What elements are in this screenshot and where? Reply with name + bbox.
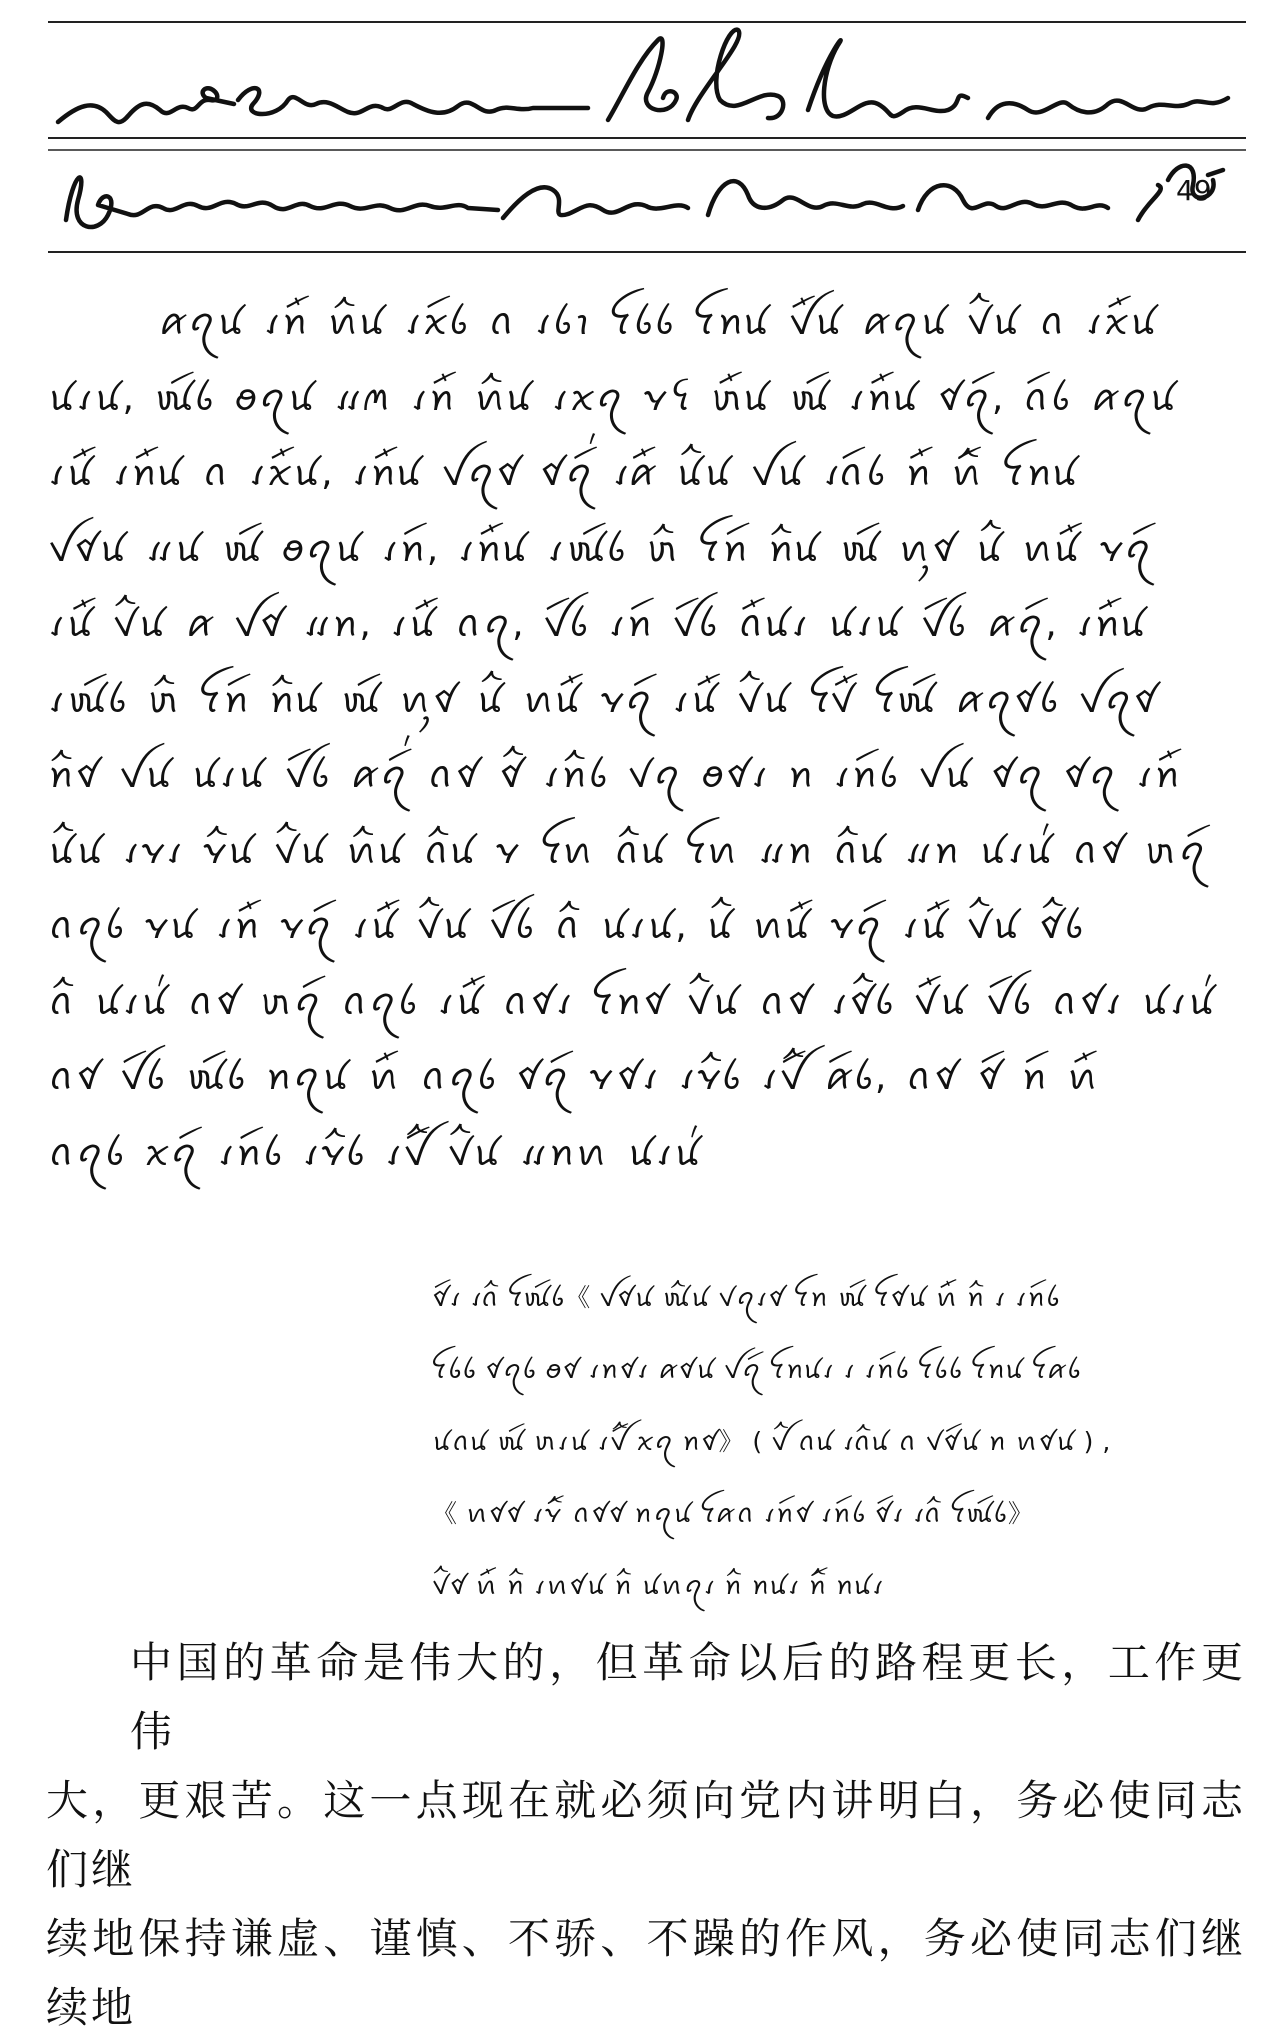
handwriting-mark: 49 xyxy=(1176,174,1212,207)
citation-line: ꪙꪒꪙ ꪘꪷ ꪬꪹꪙ ꪹꪜꪲꪷ ꪎꪖ ꪀꪥ》 ( ꪜꪲ ꪒꪙ ꪹꪒꪲꪙ ꪒ ꪚꪥꪷꪙ ꪀ ꪕꪥꪙ ) , xyxy=(432,1427,1111,1456)
script-line: ꪀꪲꪥ ꪜꪙ ꪙꪹꪙ ꪜꪷꪉ ꪁꪖꪷ꪿ ꪒꪥ ꪥꪲ ꪹꪀꪲꪉ ꪚꪖ ꪮꪥꪹ ꪀ ꪹꪀꪷꪉ ꪜꪙ ꪥꪖ ꪥꪖ ꪹꪀꪸ xyxy=(48,755,1182,796)
citation-line: ꪥꪷꪹ ꪹꪒꪲ ꪼꪘꪷꪉ《 ꪜꪥꪙ ꪘꪲꪙ ꪚꪖꪹꪥ ꪼꪀ ꪘꪷ ꪼꪥꪙ ꪕꪸꪷ ꪀꪲ ꪹ ꪹꪀꪷꪉ xyxy=(432,1283,1061,1312)
script-line: ꪙꪲꪙ ꪹꪩꪹ ꪩꪲꪙ ꪚꪲꪙ ꪕꪲꪙ ꪒꪲꪙ ꪩ ꪼꪕ ꪒꪲꪙ ꪼꪕ ꪵꪀ ꪒꪲꪙ ꪵꪀ ꪙꪹꪙ꪿ ꪒꪥ ꪬꪖꪷ xyxy=(48,830,1208,872)
script-line: ꪒꪲ ꪙꪹꪙ꪿ ꪒꪥ ꪬꪖꪷ ꪒꪖꪉ ꪹꪙꪸ ꪒꪥꪹ ꪼꪀꪥ ꪚꪲꪙ ꪒꪥ ꪹꪥꪲꪉ ꪚꪸꪙ ꪜꪷꪉ ꪒꪥꪹ ꪙꪹꪙ꪿ xyxy=(48,981,1217,1023)
handwriting-line-2 xyxy=(66,166,1223,227)
citation-line: 《 ꪕꪥꪥ ꪹꪩꪲꪷ ꪒꪥꪥ ꪀꪖꪙ ꪼꪁꪒ ꪹꪀꪷꪥ ꪹꪀꪷꪉ ꪥꪷꪹ ꪹꪒꪲ ꪼꪘꪷꪉ》 xyxy=(432,1499,1034,1528)
script-paragraph xyxy=(48,285,1243,1191)
script-line: ꪹꪘꪷꪉ ꪬꪲ ꪼꪀꪷ ꪀꪲꪙ ꪘꪷ ꪕꪴꪥ ꪙꪲ ꪕꪙꪸ ꪩꪖꪷ ꪹꪙꪸ ꪚꪲꪙ ꪼꪚꪸ ꪼꪘꪷ ꪁꪖꪥꪉ ꪜꪖꪥ xyxy=(48,679,1159,721)
script-line: ꪁꪖꪙ ꪹꪀꪸ ꪕꪲꪙ ꪹꪎꪷꪉ ꪒ ꪹꪉꪱ ꪼꪉꪉ ꪼꪀꪙ ꪜꪸꪙ ꪁꪖꪙ ꪚꪲꪙ ꪒ ꪹꪎꪸꪙ xyxy=(158,302,1158,343)
handwriting-practice xyxy=(48,0,1246,280)
script-line: ꪙꪹꪙ, ꪘꪷꪉ ꪮꪖꪙ ꪵꪔ ꪹꪀꪸ ꪕꪲꪙ ꪹꪎꪖ ꪩꪺ ꪬꪸꪙ ꪘꪷ ꪹꪀꪸꪙ ꪥꪖꪷ, ꪒꪷꪉ ꪁꪖꪙ xyxy=(48,377,1178,419)
handwriting-line-1 xyxy=(58,30,1228,122)
chinese-line: 大，更艰苦。这一点现在就必须向党内讲明白，务必使同志们继 xyxy=(46,1776,1246,1894)
chinese-line: 中国的革命是伟大的，但革命以后的路程更长，工作更伟 xyxy=(130,1638,1246,1756)
chinese-paragraph xyxy=(46,1628,1246,2042)
script-line: ꪒꪖꪉ ꪩꪙ ꪹꪀꪸ ꪩꪖꪷ ꪹꪙꪸ ꪚꪲꪙ ꪜꪷꪉ ꪒꪲ ꪙꪹꪙ, ꪙꪲ ꪕꪙꪸ ꪩꪖꪷ ꪹꪙꪸ ꪚꪲꪙ ꪥꪲꪉ xyxy=(48,906,1086,947)
citation-line: ꪼꪉꪉ ꪥꪖꪉ ꪮꪥ ꪹꪀꪥꪹ ꪁꪥꪙ ꪜꪖꪷ ꪼꪀꪙꪹ ꪹ ꪹꪀꪷꪉ ꪼꪉꪉ ꪼꪀꪙ ꪼꪁꪉ xyxy=(432,1355,1082,1384)
citation-block xyxy=(432,1262,1247,1622)
handwriting-svg xyxy=(48,0,1246,280)
script-line: ꪒꪥ ꪜꪷꪉ ꪘꪷꪉ ꪀꪖꪙ ꪕꪸ ꪒꪖꪉ ꪥꪖꪷ ꪩꪥꪹ ꪹꪩꪲꪉ ꪹꪜꪲꪷ ꪁꪷꪉ, ꪒꪥ ꪥꪷ ꪀꪷ ꪕꪸ xyxy=(48,1057,1101,1098)
chinese-line: 续地保持谦虚、谨慎、不骄、不躁的作风，务必使同志们继续地 xyxy=(46,1914,1246,2032)
script-line: ꪹꪙꪸ ꪚꪲꪙ ꪁ ꪜꪥ ꪵꪀ, ꪹꪙꪸ ꪒꪖ, ꪜꪷꪉ ꪹꪀꪷ ꪜꪷꪉ ꪒꪸꪙꪹ ꪙꪹꪙ ꪜꪷꪉ ꪁꪖꪷ, ꪹꪀꪸꪙ xyxy=(48,604,1148,645)
script-line: ꪒꪖꪉ ꪎꪖꪷ ꪹꪀꪷꪉ ꪹꪩꪲꪉ ꪹꪜꪲꪷ ꪚꪲꪙ ꪵꪀꪕ ꪙꪹꪙ꪿ xyxy=(48,1132,702,1174)
script-line: ꪜꪥꪙ ꪵꪙ ꪘꪷ ꪮꪖꪙ ꪹꪀꪷ, ꪹꪀꪸꪙ ꪹꪘꪷꪉ ꪬꪲ ꪼꪀꪷ ꪀꪲꪙ ꪘꪷ ꪕꪴꪥ ꪙꪲ ꪕꪙꪸ ꪩꪖꪷ xyxy=(48,528,1153,570)
script-line: ꪹꪙꪸ ꪹꪀꪸꪙ ꪒ ꪹꪎꪸꪙ, ꪹꪀꪸꪙ ꪜꪖꪥ ꪥꪖꪷ꪿ ꪹꪁꪸ ꪙꪲꪙ ꪜꪙ ꪹꪒꪷꪉ ꪀꪸ ꪕꪲꪷ ꪼꪀꪙ xyxy=(48,453,1079,494)
citation-line: ꪚꪲꪥ ꪕꪸꪷ ꪀꪲ ꪹꪕꪥꪙ ꪀꪲ ꪙꪕꪖꪹ ꪀꪲ ꪀꪙꪹ ꪀꪲꪷ ꪀꪙꪹ xyxy=(432,1571,885,1600)
